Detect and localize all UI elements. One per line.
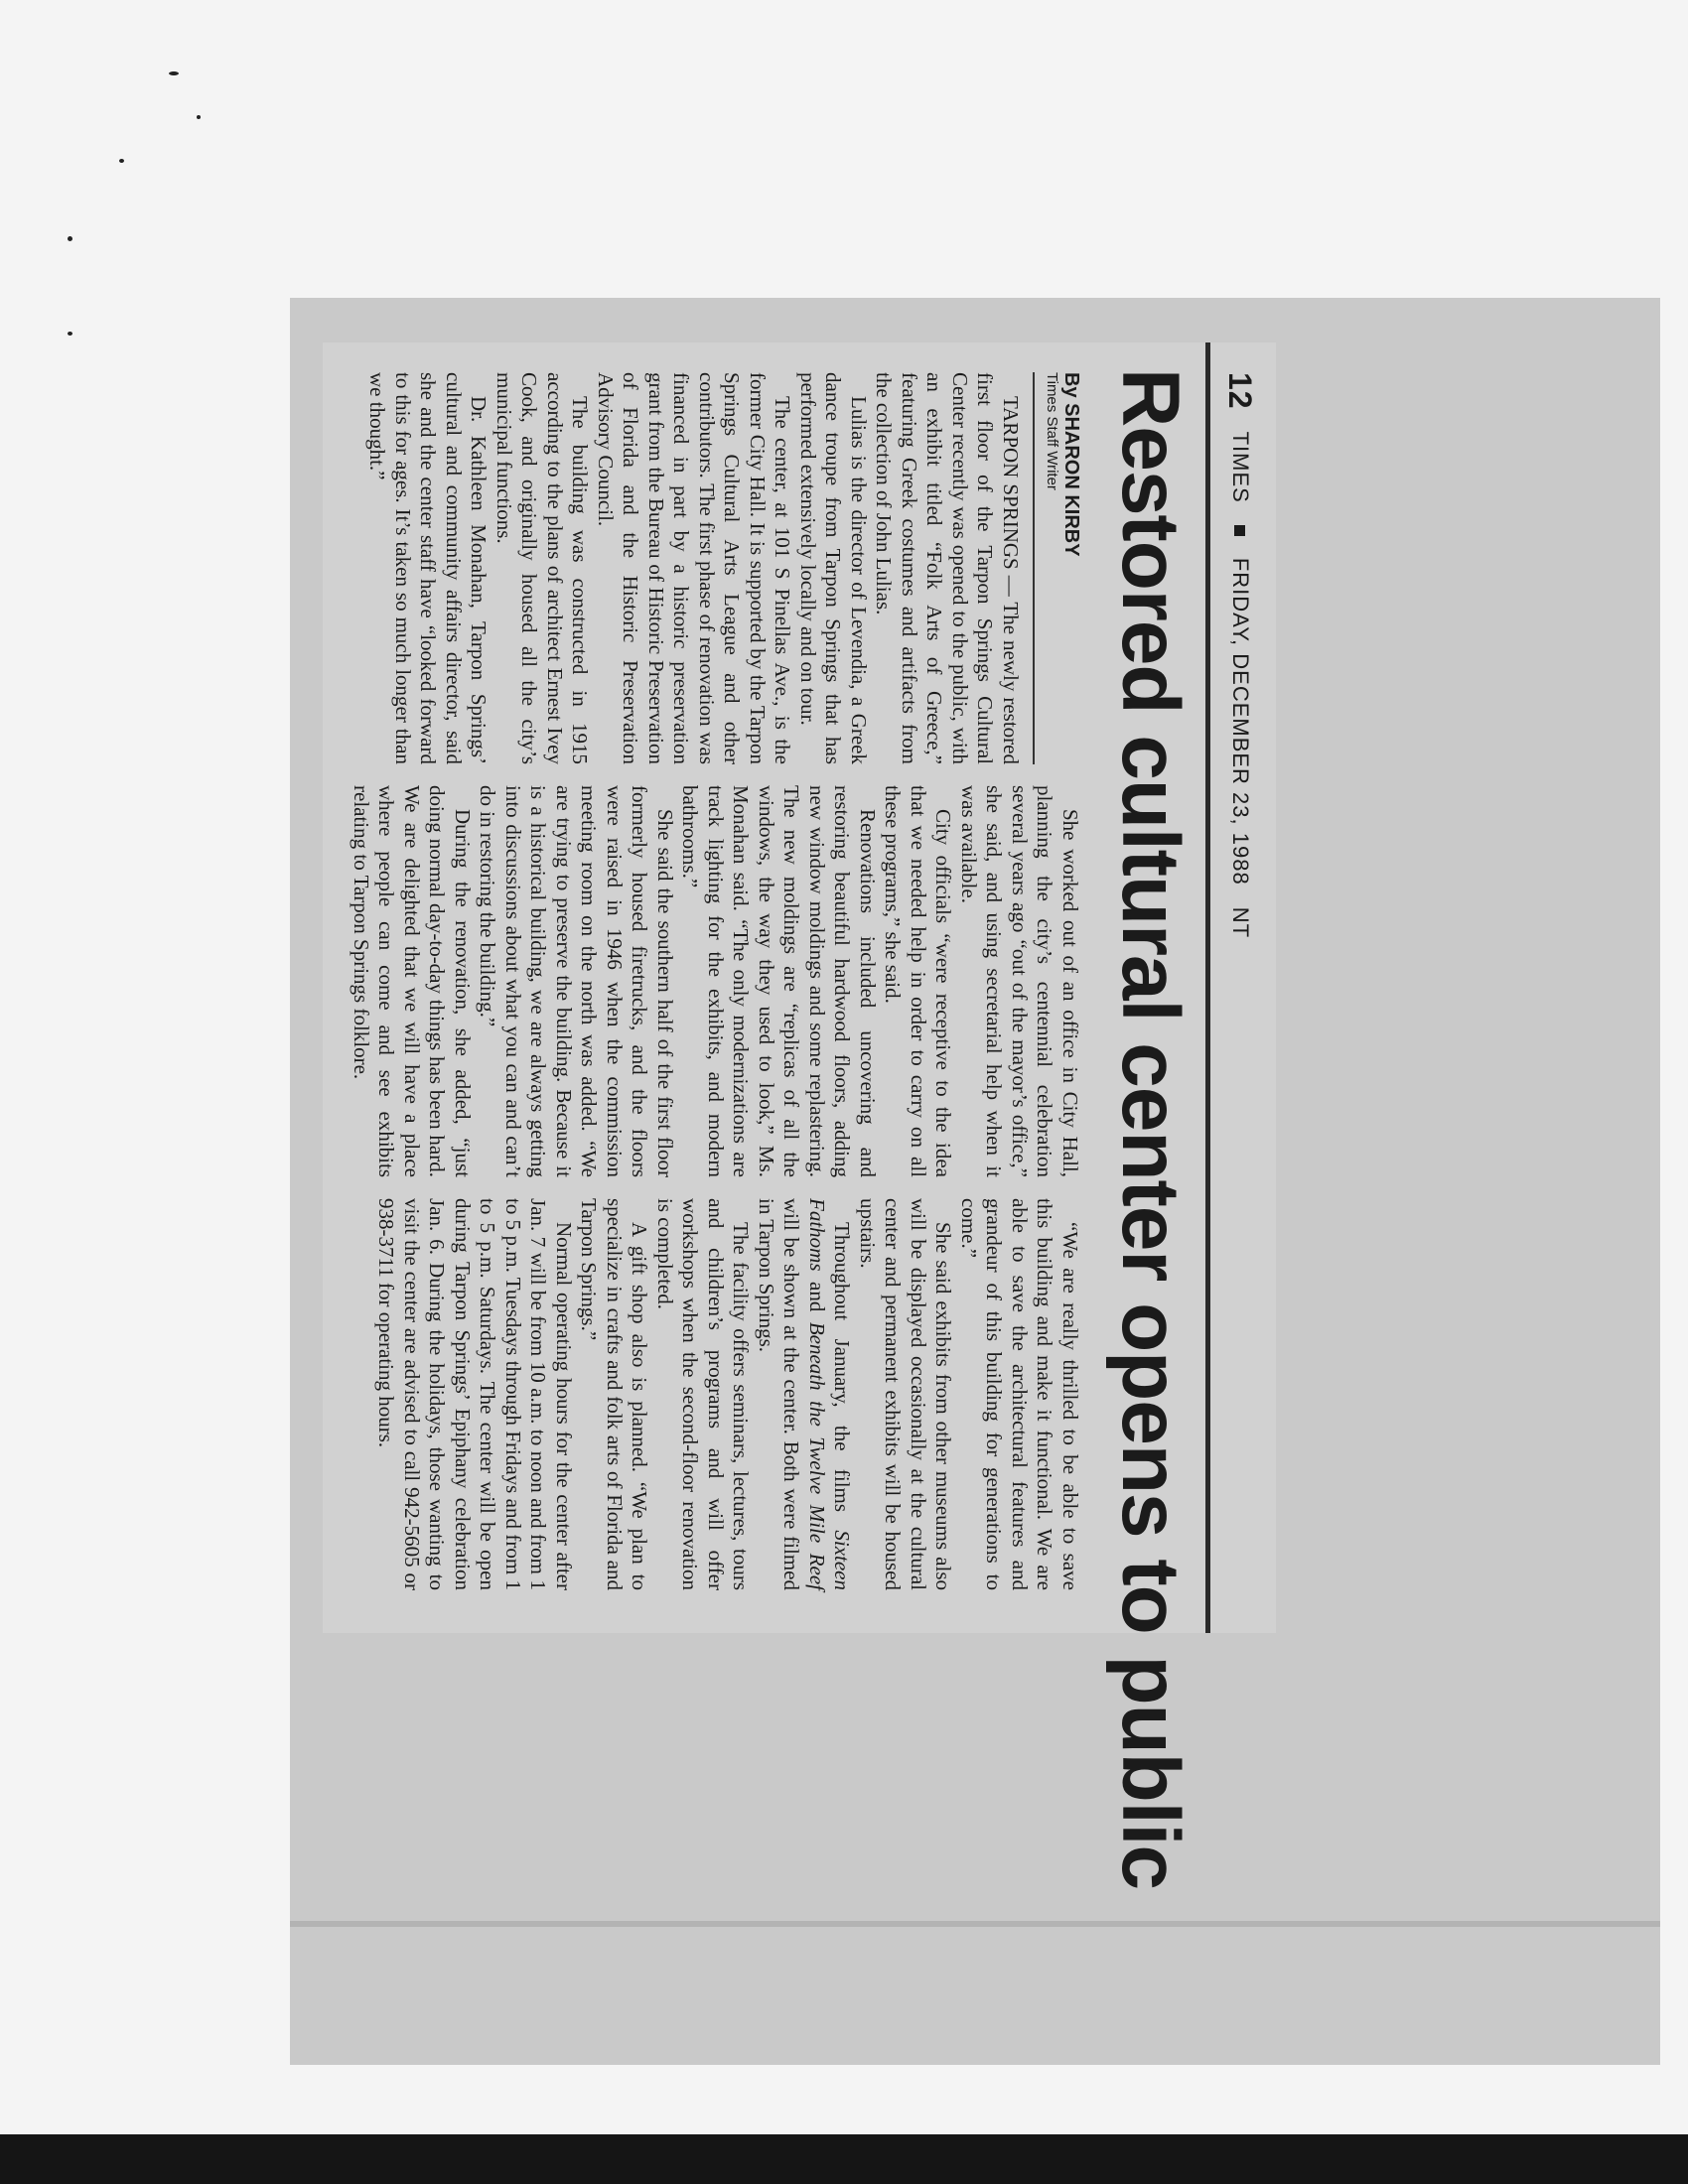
newspaper-article <box>323 342 1276 1889</box>
paragraph: The building was constructed in 1915 according to the plans of architect Ernest Ivey Cook, and originally housed all the city’s municipal functions. <box>492 372 593 764</box>
paragraph: The facility offers seminars, lectures, tours and children’s programs and will offer workshops when the second-floor renovation is completed. <box>653 1198 754 1590</box>
dateline <box>1212 372 1268 938</box>
text-run: and <box>805 1271 829 1322</box>
clipping-edge <box>290 1921 1660 1927</box>
text-run: will be shown at the center. Both were filmed in Tarpon Springs. <box>755 1198 804 1590</box>
text-run: Throughout January, the films <box>830 1222 855 1531</box>
byline-name: By SHARON KIRBY <box>1060 372 1082 557</box>
paragraph <box>754 1198 855 1590</box>
scanner-edge-band <box>0 2134 1688 2184</box>
paragraph: The center, at 101 S Pinellas Ave., is the former City Hall. It is supported by the Tarpon Springs Cultural Arts League and other contributors. The first phase of renovation was financed in part by a historic preservation grant from the Bureau of Historic Preservation of Florida and the Historic Preservation Advisory Council. <box>594 372 795 764</box>
square-bullet-icon <box>1235 525 1246 536</box>
scan-speck <box>119 159 124 163</box>
paragraph: She worked out of an office in City Hall, planning the city’s centennial celebration several years ago “out of the mayor’s office,” she said, and using secretarial help when it was available. <box>957 785 1082 1177</box>
article-column-2 <box>349 785 1083 1177</box>
scan-speck <box>68 332 72 336</box>
dateline-rule <box>1205 342 1210 1633</box>
article-column-3 <box>373 1198 1082 1590</box>
paragraph: A gift shop also is planned. “We plan to specialize in crafts and folk arts of Florida and Tarpon Springs.” <box>577 1198 652 1590</box>
paragraph: Renovations included uncovering and restoring beautiful hardwood floors, adding new window moldings and some replastering. The new moldings are “replicas of all the windows, the way they used to look,” Ms. Monahan said. “The only modernizations are track lighting for the exhibits, and modern bathrooms.” <box>678 785 880 1177</box>
scan-speck <box>169 71 179 75</box>
paragraph: Normal operating hours for the center after Jan. 7 will be from 10 a.m. to noon and from 1 to 5 p.m. Tuesdays through Fridays and from 1 to 5 p.m. Saturdays. The center will be open during Tarpon Springs’ Epiphany celebration Jan. 6. During the holidays, those wanting to visit the center are advised to call 942-5605 or 938-3711 for operating hours. <box>374 1198 576 1590</box>
paragraph: TARPON SPRINGS — The newly restored first floor of the Tarpon Springs Cultural Center recently was opened to the public, with an exhibit titled “Folk Arts of Greece,” featuring Greek costumes and artifacts from the collection of John Lulias. <box>872 372 1023 764</box>
film-title: Beneath the Twelve Mile Reef <box>805 1321 829 1590</box>
paragraph: “We are really thrilled to be able to save this building and make it functional. We are able to save the architectural features and grandeur of this building for generations to come.” <box>957 1198 1082 1590</box>
article-column-1 <box>364 372 1082 764</box>
scan-speck <box>68 236 72 241</box>
headline: Restored cultural center opens to public <box>1105 368 1196 1889</box>
paragraph: During the renovation, she added, “just doing normal day-to-day things has been hard. We are delighted that we will have a place where people can come and see exhibits relating to Tarpon Springs folklore. <box>350 785 475 1177</box>
film-title: Sixteen Fathoms <box>805 1198 855 1590</box>
paragraph: Dr. Kathleen Monahan, Tarpon Springs’ cultural and community affairs director, said she and the center staff have “looked forward to this for ages. It’s taken so much longer than we thought.” <box>365 372 492 764</box>
byline-rule <box>1033 372 1035 764</box>
page-number: 12 <box>1222 372 1259 410</box>
paragraph: She said the southern half of the first floor formerly housed firetrucks, and the floors were raised in 1946 when the commission meeting room on the north was added. “We are trying to preserve the building. Because it is a historical building, we are always getting into discussions about what you can and can’t do in restoring the building.” <box>476 785 677 1177</box>
scan-speck <box>197 115 201 119</box>
paragraph: Lulias is the director of Levendia, a Greek dance troupe from Tarpon Springs that has performed extensively locally and on tour. <box>796 372 871 764</box>
issue-date: FRIDAY, DECEMBER 23, 1988 <box>1228 557 1253 886</box>
paragraph: City officials “were receptive to the idea that we needed help in order to carry on all these programs,” she said. <box>881 785 956 1177</box>
byline-role: Times Staff Writer <box>1044 372 1060 490</box>
paragraph: She said exhibits from other museums also will be displayed occasionally at the cultural center and permanent exhibits will be housed upstairs. <box>856 1198 956 1590</box>
newspaper-name: TIMES <box>1228 431 1253 503</box>
edition-code: NT <box>1228 906 1253 939</box>
